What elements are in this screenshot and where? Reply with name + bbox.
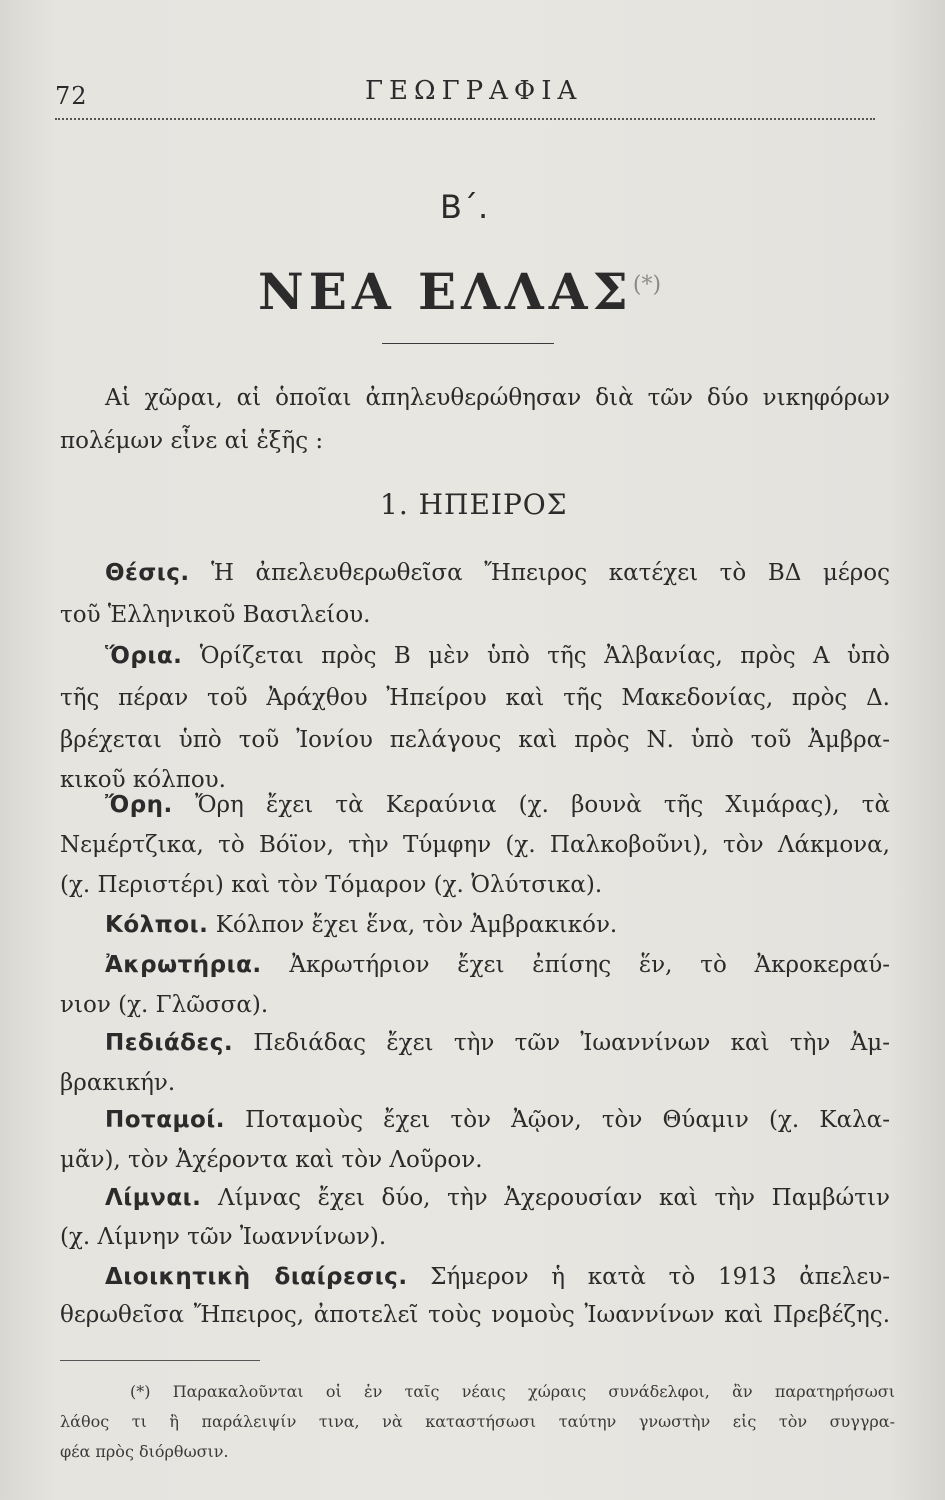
- footnote-rule: [60, 1360, 260, 1361]
- paragraph-borders-line-1: [105, 641, 890, 671]
- paragraph-heading-lakes: Λίμναι.: [105, 1185, 202, 1211]
- paragraph-capes-line-2: νιον (χ. Γλῶσσα).: [60, 992, 269, 1018]
- paragraph-heading-plains: Πεδιάδες.: [105, 1030, 234, 1056]
- paragraph-capes-line-1: [105, 950, 890, 980]
- chapter-title: [258, 262, 661, 321]
- page-header: [55, 72, 875, 112]
- subsection-title: 1. ΗΠΕΙΡΟΣ: [380, 488, 568, 521]
- page-number: 72: [55, 82, 88, 110]
- paragraph-borders-line-2: τῆς πέραν τοῦ Ἀράχθου Ἠπείρου καὶ τῆς Μακεδονίας, πρὸς Δ.: [60, 685, 890, 711]
- paragraph-text: Ποταμοὺς ἔχει τὸν Ἀῷον, τὸν Θύαμιν (χ. Καλα-: [245, 1107, 890, 1133]
- paragraph-lakes-line-1: [105, 1183, 890, 1213]
- paragraph-text: Ὁρίζεται πρὸς Β μὲν ὑπὸ τῆς Ἀλβανίας, πρὸς Α ὑπὸ: [199, 643, 891, 669]
- paragraph-plains-line-2: βρακικήν.: [60, 1070, 176, 1096]
- paragraph-lakes-line-2: (χ. Λίμνην τῶν Ἰωαννίνων).: [60, 1224, 387, 1250]
- paragraph-heading-administration: Διοικητικὴ διαίρεσις.: [105, 1264, 408, 1290]
- paragraph-text: Σήμερον ἡ κατὰ τὸ 1913 ἀπελευ-: [430, 1264, 891, 1290]
- paragraph-text: Κόλπον ἔχει ἕνα, τὸν Ἀμβρακικόν.: [215, 912, 618, 938]
- paragraph-borders-line-3: βρέχεται ὑπὸ τοῦ Ἰονίου πελάγους καὶ πρὸς Ν. ὑπὸ τοῦ Ἀμβρα-: [60, 727, 890, 753]
- footnote-line-2: λάθος τι ἢ παράλειψίν τινα, νὰ καταστήσωσι ταύτην γνωστὴν εἰς τὸν συγγρα-: [60, 1412, 895, 1431]
- paragraph-heading-borders: Ὅρια.: [105, 643, 183, 669]
- title-footnote-marker: (*): [632, 272, 662, 298]
- chapter-title-text: ΝΕΑ ΕΛΛΑΣ: [258, 262, 633, 321]
- title-rule: [382, 343, 554, 344]
- paragraph-mountains-line-3: (χ. Περιστέρι) καὶ τὸν Τόμαρον (χ. Ὀλύτσικα).: [60, 872, 603, 898]
- paragraph-text: Λίμνας ἔχει δύο, τὴν Ἀχερουσίαν καὶ τὴν Παμβώτιν: [218, 1185, 890, 1211]
- intro-line-2: πολέμων εἶνε αἱ ἑξῆς :: [60, 428, 324, 454]
- paragraph-position-line-2: τοῦ Ἑλληνικοῦ Βασιλείου.: [60, 602, 371, 628]
- intro-line-1: Αἱ χῶραι, αἱ ὁποῖαι ἀπηλευθερώθησαν διὰ τῶν δύο νικηφόρων: [105, 385, 890, 411]
- header-dotted-rule: [55, 118, 875, 120]
- paragraph-heading-gulfs: Κόλποι.: [105, 912, 209, 938]
- paragraph-heading-rivers: Ποταμοί.: [105, 1107, 225, 1133]
- paragraph-text: Ἡ ἀπελευθερωθεῖσα Ἤπειρος κατέχει τὸ ΒΔ μέρος: [211, 560, 890, 586]
- section-letter: Β΄.: [440, 188, 489, 226]
- paragraph-position-line-1: [105, 558, 890, 588]
- paragraph-plains-line-1: [105, 1028, 890, 1058]
- paragraph-administration-line-1: [105, 1262, 890, 1292]
- paragraph-heading-position: Θέσις.: [105, 560, 190, 586]
- paragraph-mountains-line-2: Νεμέρτζικα, τὸ Βόϊον, τὴν Τύμφην (χ. Παλκοβοῦνι), τὸν Λάκμονα,: [60, 832, 890, 858]
- paragraph-text: Ἀκρωτήριον ἔχει ἐπίσης ἕν, τὸ Ἀκροκεραύ-: [289, 952, 891, 978]
- footnote-line-3: φέα πρὸς διόρθωσιν.: [60, 1442, 229, 1461]
- paragraph-rivers-line-1: [105, 1105, 890, 1135]
- paragraph-text: Πεδιάδας ἔχει τὴν τῶν Ἰωαννίνων καὶ τὴν Ἀμ-: [253, 1030, 891, 1056]
- paragraph-mountains-line-1: [105, 790, 890, 820]
- running-title: ΓΕΩΓΡΑΦΙΑ: [365, 76, 583, 106]
- footnote-line-1: (*) Παρακαλοῦνται οἱ ἐν ταῖς νέαις χώραις συνάδελφοι, ἂν παρατηρήσωσι: [130, 1382, 895, 1401]
- paragraph-rivers-line-2: μᾶν), τὸν Ἀχέροντα καὶ τὸν Λοῦρον.: [60, 1147, 483, 1173]
- paragraph-gulfs-line-1: [105, 910, 890, 940]
- paragraph-text: Ὄρη ἔχει τὰ Κεραύνια (χ. βουνὰ τῆς Χιμάρας), τὰ: [194, 792, 890, 818]
- paragraph-heading-mountains: Ὄρη.: [105, 792, 173, 818]
- paragraph-heading-capes: Ἀκρωτήρια.: [105, 952, 262, 978]
- paragraph-administration-line-2: θερωθεῖσα Ἤπειρος, ἀποτελεῖ τοὺς νομοὺς Ἰωαννίνων καὶ Πρεβέζης.: [60, 1302, 890, 1328]
- paragraph-borders-line-4: κικοῦ κόλπου.: [60, 767, 226, 793]
